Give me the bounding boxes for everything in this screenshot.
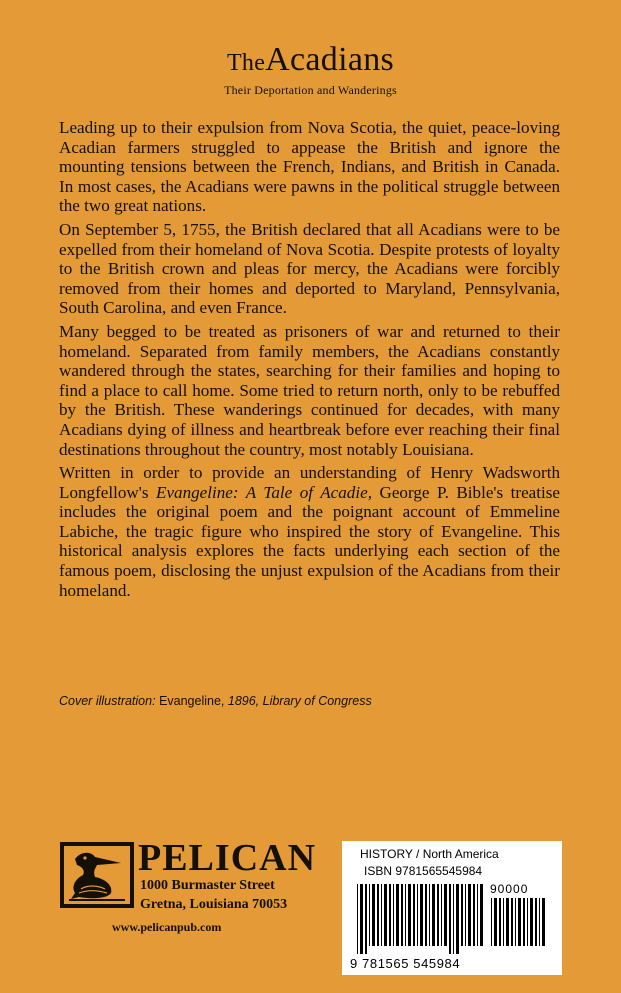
barcode-bar: [530, 898, 533, 946]
publisher-name: PELICAN: [138, 837, 317, 879]
barcode-bar: [499, 898, 501, 946]
barcode-bar: [441, 884, 442, 946]
barcode-bar: [408, 884, 411, 946]
credit-details: 1896, Library of Congress: [227, 694, 372, 708]
title-the: The: [226, 50, 266, 76]
barcode-bar: [494, 898, 497, 946]
barcode-bar: [449, 884, 451, 954]
barcode-addon-icon: [490, 898, 548, 954]
publisher-url: www.pelicanpub.com: [112, 920, 222, 934]
paragraph-2: On September 5, 1755, the British declared that all Acadians were to be expelled from their homeland of Nova Scotia. Despite protests of loyalty to the British crown and pleas for mercy, the Acadians were forcibly removed from their homes and deported to Maryland, Pennsylvania, South Carolina, and even France.: [59, 219, 560, 318]
barcode-bar: [425, 884, 427, 946]
barcode-bar: [511, 898, 513, 946]
barcode-bar: [515, 898, 516, 946]
barcode-bar: [377, 884, 379, 946]
barcode-bar: [539, 898, 540, 946]
paragraph-1: Leading up to their expulsion from Nova Scotia, the quiet, peace-loving Acadian farmers struggled to appease the British and ignore the mounting tensions between the French, Indians, and British in Canada. In most cases, the Acadians were pawns in the political struggle between the two great nations.: [59, 118, 560, 216]
barcode-bar: [357, 884, 358, 954]
barcode-bar: [473, 884, 475, 946]
barcode-bar: [401, 884, 403, 946]
pelican-logo-svg: [61, 843, 133, 907]
barcode-bar: [384, 884, 387, 946]
barcode-bar: [444, 884, 447, 946]
barcode-panel: [342, 841, 562, 975]
barcode-bar: [468, 884, 471, 946]
cover-credit: [59, 694, 560, 708]
barcode-bar: [429, 884, 430, 946]
barcode-bar: [535, 898, 537, 946]
barcode-bar: [420, 884, 423, 946]
title-main: Acadians: [265, 41, 395, 78]
paragraph-4-end: George P. Bible's treatise includes the original poem and the poignant account of Emmeline Labiche, the tragic figure who inspired the story of Evangeline. This historical analysis explores the facts underlying each section of the famous poem, disclosing the unjust expulsion of the Acadians from their homeland.: [59, 482, 560, 600]
barcode-bar: [396, 884, 399, 946]
barcode-bar: [372, 884, 375, 946]
credit-subject: Evangeline,: [159, 694, 225, 708]
barcode-bar: [393, 884, 394, 946]
barcode-bar: [417, 884, 418, 946]
barcode-bar: [506, 898, 509, 946]
barcode-price-code: 90000: [490, 882, 529, 896]
book-reference: Evangeline: A Tale of Acadie,: [156, 482, 372, 502]
paragraph-4-start: Written in order to provide an understanding of Henry Wadsworth Longfellow's: [59, 463, 560, 502]
barcode-bar: [542, 898, 545, 946]
credit-label: Cover illustration:: [59, 694, 156, 708]
barcode-bar: [389, 884, 391, 946]
paragraph-3: Many begged to be treated as prisoners of war and returned to their homeland. Separated from family members, the Acadians constantly wandered through the states, searching for their families and hoping to find a place to call home. Some tried to return north, only to be rebuffed by the British. These wanderings continued for decades, with many Acadians dying of illness and heartbreak before ever reaching their final destinations throughout the country, most notably Louisiana.: [59, 321, 560, 459]
book-title: [0, 40, 621, 83]
barcode-bar: [461, 884, 463, 946]
barcode-bar: [381, 884, 382, 946]
book-subtitle: Their Deportation and Wanderings: [224, 83, 397, 97]
barcode-bar: [456, 884, 459, 954]
publisher-street: 1000 Burmaster Street: [140, 878, 275, 893]
barcode-bar: [523, 898, 525, 946]
title-block: [0, 40, 621, 98]
publisher-city: Gretna, Louisiana 70053: [140, 897, 288, 912]
barcode-bar: [369, 884, 370, 946]
barcode-bar: [432, 884, 435, 946]
barcode-bar: [491, 898, 492, 946]
barcode-isbn: ISBN 9781565545984: [364, 864, 483, 878]
barcode-digits: 9 781565 545984: [350, 956, 461, 971]
pelican-logo-icon: [60, 842, 134, 908]
barcode-bar: [413, 884, 415, 946]
barcode-bar: [365, 884, 367, 954]
barcode-bar: [437, 884, 439, 946]
barcode-bar: [453, 884, 454, 954]
barcode-bar: [360, 884, 363, 954]
barcode-bar: [503, 898, 504, 946]
barcode-bar: [405, 884, 406, 946]
paragraph-4: [59, 463, 560, 600]
barcode-icon: [356, 884, 486, 954]
barcode-bar: [518, 898, 521, 946]
description: [59, 118, 560, 604]
barcode-category: HISTORY / North America: [360, 847, 499, 861]
barcode-bar: [527, 898, 528, 946]
barcode-bar: [477, 884, 478, 946]
barcode-bar: [480, 884, 483, 946]
barcode-bar: [465, 884, 466, 946]
